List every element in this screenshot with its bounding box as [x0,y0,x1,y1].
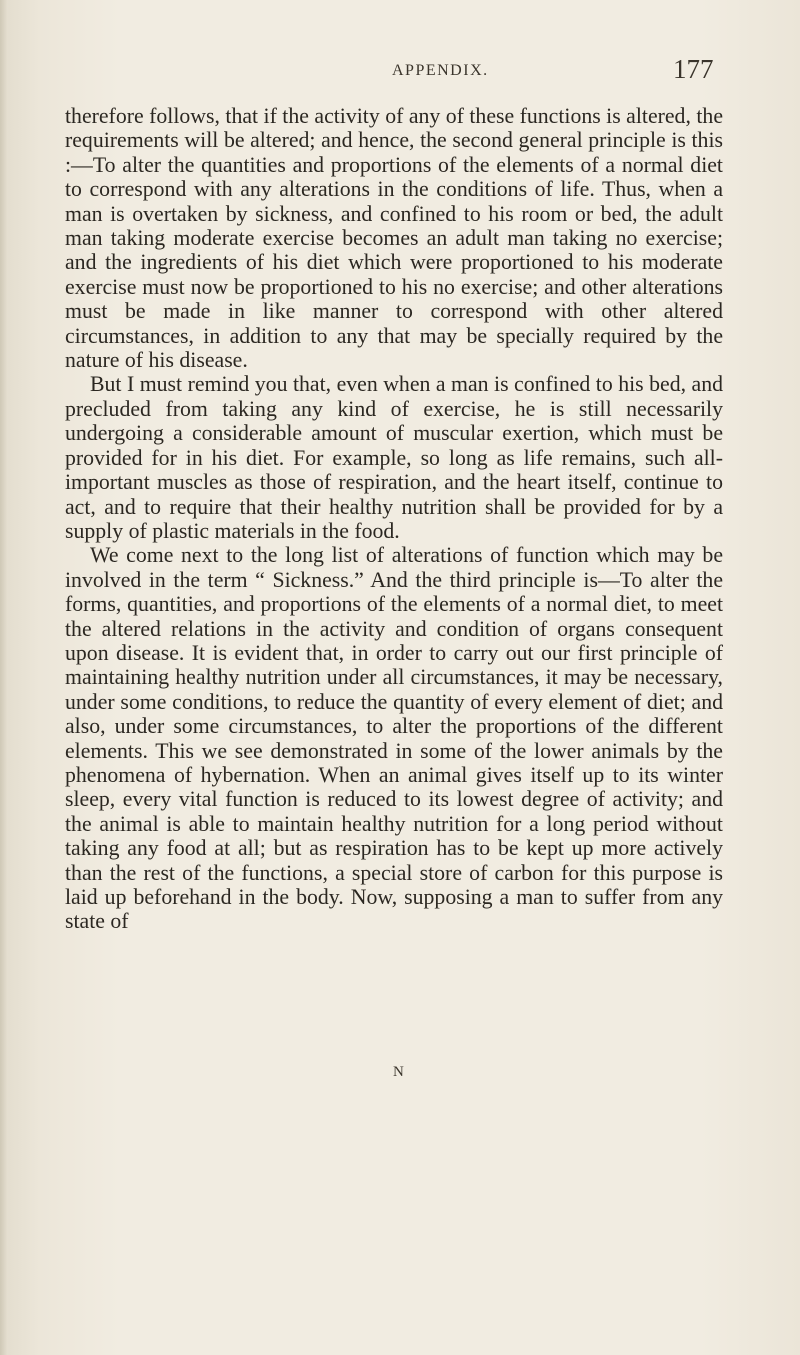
signature-mark: N [393,1064,404,1080]
body-text [65,104,723,934]
paragraph: But I must remind you that, even when a man is confined to his bed, and precluded from taking any kind of exercise, he is still necessarily undergoing a considerable amount of muscular exertion, which must be provided for in his diet. For example, so long as life remains, such all-important muscles as those of respiration, and the heart itself, continue to act, and to require that their healthy nutrition shall be provided for by a supply of plastic materials in the food. [65,372,723,543]
running-head: APPENDIX. [392,62,489,79]
page-header [0,54,800,94]
paragraph: We come next to the long list of alterations of function which may be involved in the term “ Sickness.” And the third principle is—To alter the forms, quantities, and proportions of the elements of a normal diet, to meet the altered relations in the activity and condition of organs consequent upon disease. It is evident that, in order to carry out our first principle of maintaining healthy nutrition under all circumstances, it may be necessary, under some conditions, to reduce the quantity of every element of diet; and also, under some circumstances, to alter the proportions of the different elements. This we see demonstrated in some of the lower animals by the phenomena of hybernation. When an animal gives itself up to its winter sleep, every vital function is reduced to its lowest degree of activity; and the animal is able to maintain healthy nutrition for a long period without taking any food at all; but as respiration has to be kept up more actively than the rest of the functions, a special store of carbon for this purpose is laid up beforehand in the body. Now, supposing a man to suffer from any state of [65,543,723,934]
page-binding-edge [0,0,8,1355]
page-number: 177 [673,54,714,84]
paragraph: therefore follows, that if the activity of any of these functions is altered, the requirements will be altered; and hence, the second general principle is this :—To alter the quantities and proportions of the elements of a normal diet to correspond with any alterations in the conditions of life. Thus, when a man is overtaken by sickness, and confined to his room or bed, the adult man taking moderate exercise becomes an adult man taking no exercise; and the ingredients of his diet which were proportioned to his moderate exercise must now be proportioned to his no exercise; and other alterations must be made in like manner to correspond with other altered circumstances, in addition to any that may be specially required by the nature of his disease. [65,104,723,373]
